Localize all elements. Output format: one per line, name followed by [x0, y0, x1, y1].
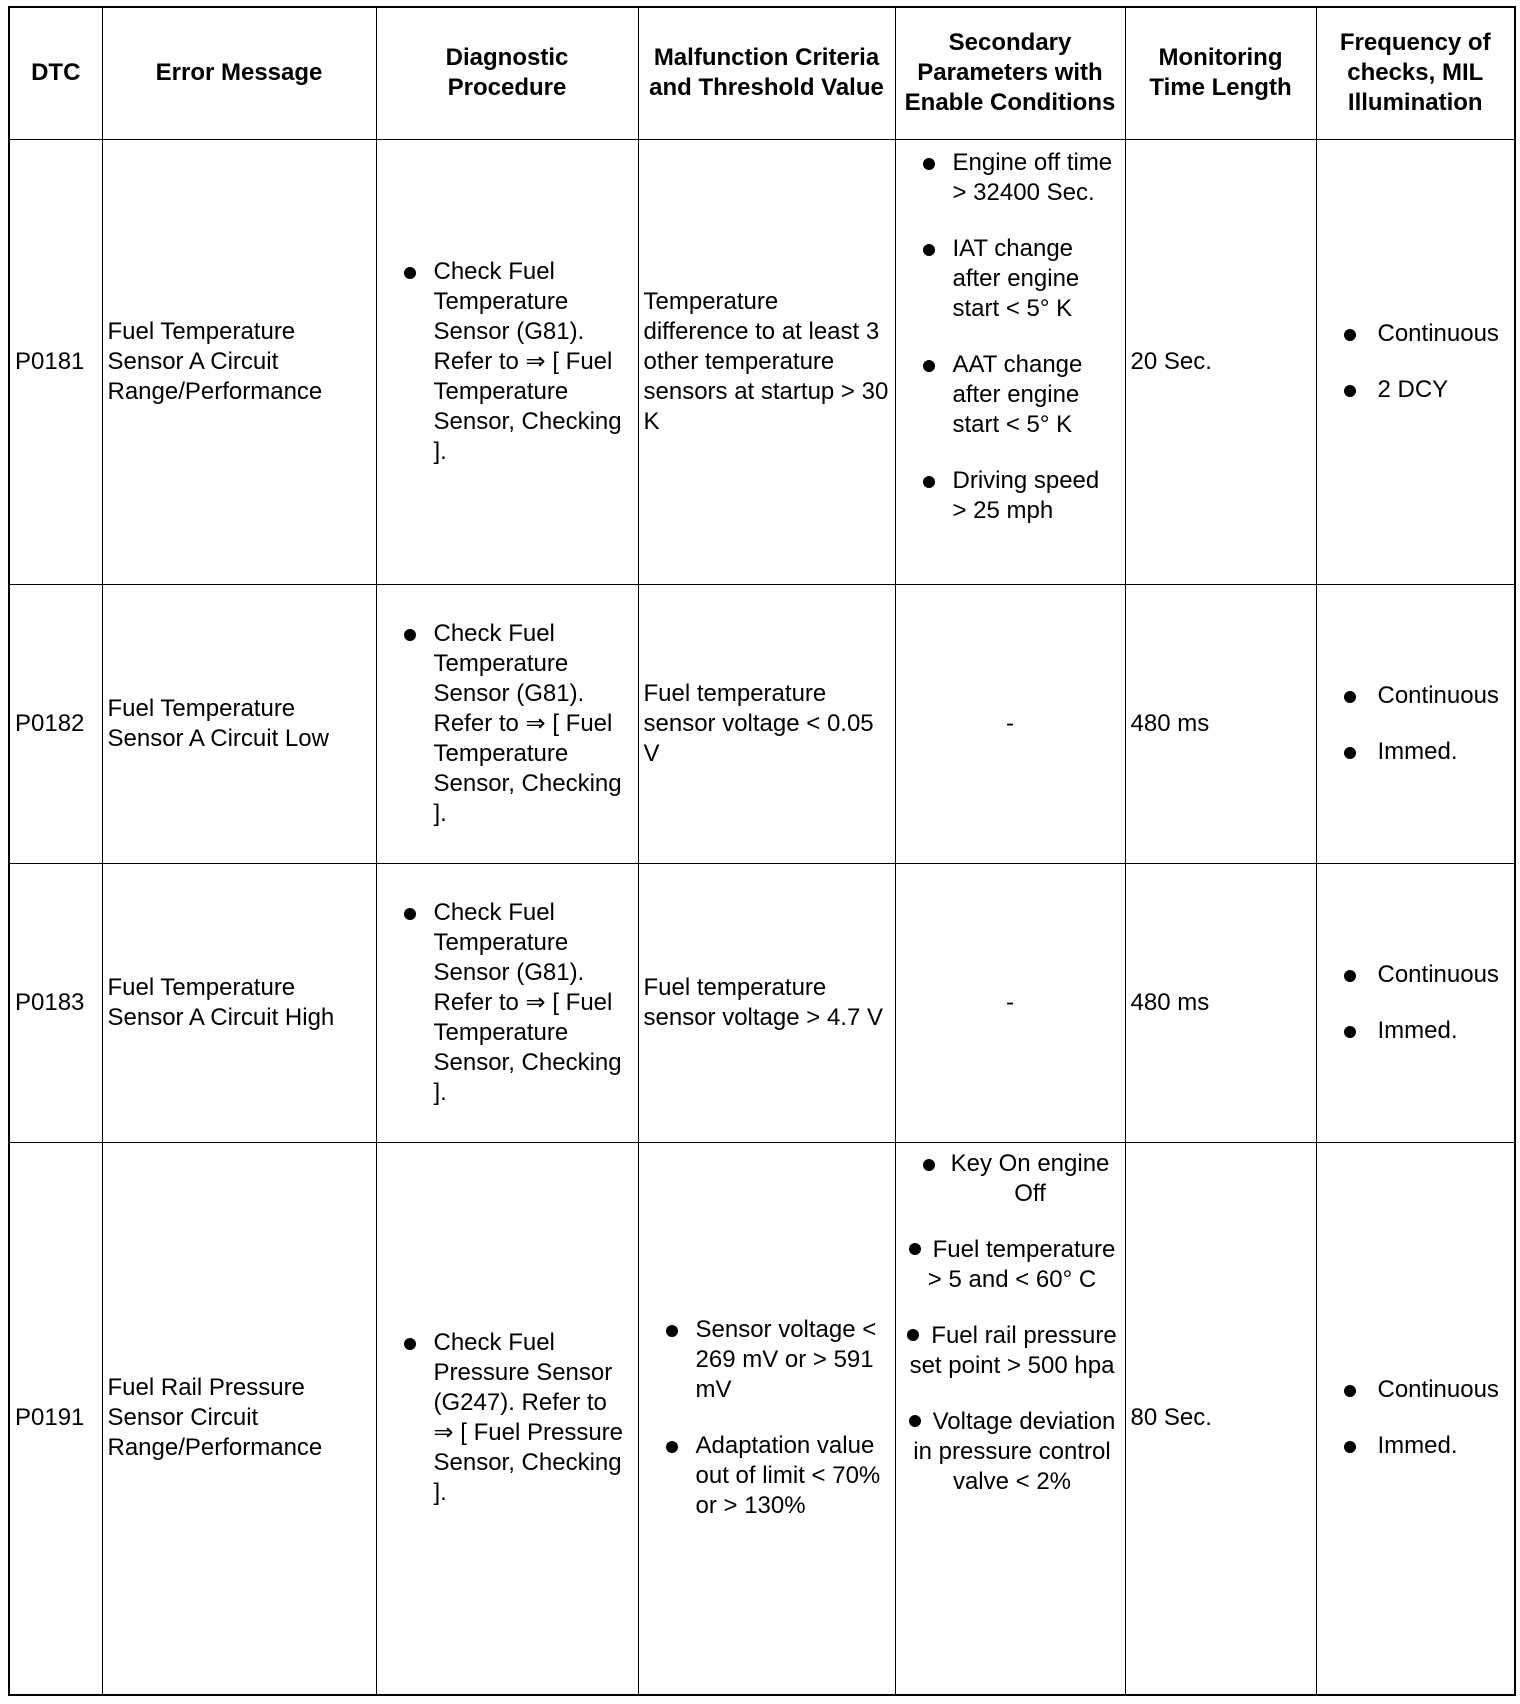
- diagnostic-procedure: [376, 863, 638, 1142]
- table-row: [9, 584, 1515, 863]
- malfunction-item: Adaptation value out of limit < 70% or > 130%: [644, 1431, 890, 1521]
- bullet-dot: [907, 1329, 919, 1341]
- procedure-item: Check Fuel Pressure Sensor (G247). Refer to ⇒ [ Fuel Pressure Sensor, Checking ].: [382, 1328, 633, 1508]
- secondary-parameters: -: [895, 863, 1125, 1142]
- frequency-item: Immed.: [1322, 737, 1510, 767]
- procedure-item: Check Fuel Temperature Sensor (G81). Refer to ⇒ [ Fuel Temperature Sensor, Checking ].: [382, 898, 633, 1108]
- procedure-item: Check Fuel Temperature Sensor (G81). Refer to ⇒ [ Fuel Temperature Sensor, Checking ].: [382, 257, 633, 467]
- frequency-item: Continuous: [1322, 319, 1510, 349]
- table-row: [9, 863, 1515, 1142]
- header-secondary-parameters: Secondary Parameters with Enable Conditions: [895, 7, 1125, 139]
- monitoring-time: 80 Sec.: [1125, 1142, 1316, 1695]
- frequency-item: Continuous: [1322, 1375, 1510, 1405]
- dtc-code: P0191: [9, 1142, 102, 1695]
- procedure-item: Check Fuel Temperature Sensor (G81). Refer to ⇒ [ Fuel Temperature Sensor, Checking ].: [382, 619, 633, 829]
- monitoring-time: 480 ms: [1125, 584, 1316, 863]
- frequency: [1316, 139, 1515, 584]
- secondary-item: Driving speed > 25 mph: [901, 466, 1120, 526]
- monitoring-time: 20 Sec.: [1125, 139, 1316, 584]
- secondary-item: Fuel temperature > 5 and < 60° C: [901, 1235, 1120, 1295]
- frequency: [1316, 584, 1515, 863]
- dtc-code: P0182: [9, 584, 102, 863]
- dtc-code: P0183: [9, 863, 102, 1142]
- frequency-item: Immed.: [1322, 1431, 1510, 1461]
- header-malfunction-criteria: Malfunction Criteria and Threshold Value: [638, 7, 895, 139]
- malfunction-item: Sensor voltage < 269 mV or > 591 mV: [644, 1315, 890, 1405]
- dtc-code: P0181: [9, 139, 102, 584]
- bullet-dot: [909, 1243, 921, 1255]
- malfunction-criteria: Temperature difference to at least 3 other temperature sensors at startup > 30 K: [638, 139, 895, 584]
- secondary-parameters: -: [895, 584, 1125, 863]
- header-error-message: Error Message: [102, 7, 376, 139]
- header-frequency: Frequency of checks, MIL Illumination: [1316, 7, 1515, 139]
- secondary-item: Fuel rail pressure set point > 500 hpa: [901, 1321, 1120, 1381]
- error-message: Fuel Temperature Sensor A Circuit Low: [102, 584, 376, 863]
- header-row: [9, 7, 1515, 139]
- dtc-table: [8, 6, 1516, 1696]
- table-row: [9, 139, 1515, 584]
- table-row: [9, 1142, 1515, 1695]
- error-message: Fuel Temperature Sensor A Circuit High: [102, 863, 376, 1142]
- secondary-item: Key On engine Off: [901, 1149, 1120, 1209]
- header-dtc: DTC: [9, 7, 102, 139]
- error-message: Fuel Rail Pressure Sensor Circuit Range/Performance: [102, 1142, 376, 1695]
- diagnostic-procedure: [376, 584, 638, 863]
- header-monitoring-time: Monitoring Time Length: [1125, 7, 1316, 139]
- malfunction-criteria: [638, 1142, 895, 1695]
- frequency-item: Immed.: [1322, 1016, 1510, 1046]
- malfunction-criteria: Fuel temperature sensor voltage < 0.05 V: [638, 584, 895, 863]
- monitoring-time: 480 ms: [1125, 863, 1316, 1142]
- frequency-item: Continuous: [1322, 681, 1510, 711]
- frequency: [1316, 1142, 1515, 1695]
- bullet-dot: [909, 1415, 921, 1427]
- secondary-item: Voltage deviation in pressure control valve < 2%: [901, 1407, 1120, 1497]
- frequency: [1316, 863, 1515, 1142]
- malfunction-criteria: Fuel temperature sensor voltage > 4.7 V: [638, 863, 895, 1142]
- diagnostic-procedure: [376, 1142, 638, 1695]
- frequency-item: 2 DCY: [1322, 375, 1510, 405]
- secondary-item: IAT change after engine start < 5° K: [901, 234, 1120, 324]
- secondary-item: AAT change after engine start < 5° K: [901, 350, 1120, 440]
- error-message: Fuel Temperature Sensor A Circuit Range/Performance: [102, 139, 376, 584]
- secondary-parameters: [895, 139, 1125, 584]
- header-diagnostic-procedure: Diagnostic Procedure: [376, 7, 638, 139]
- diagnostic-procedure: [376, 139, 638, 584]
- frequency-item: Continuous: [1322, 960, 1510, 990]
- secondary-item: Engine off time > 32400 Sec.: [901, 148, 1120, 208]
- secondary-parameters: [895, 1142, 1125, 1695]
